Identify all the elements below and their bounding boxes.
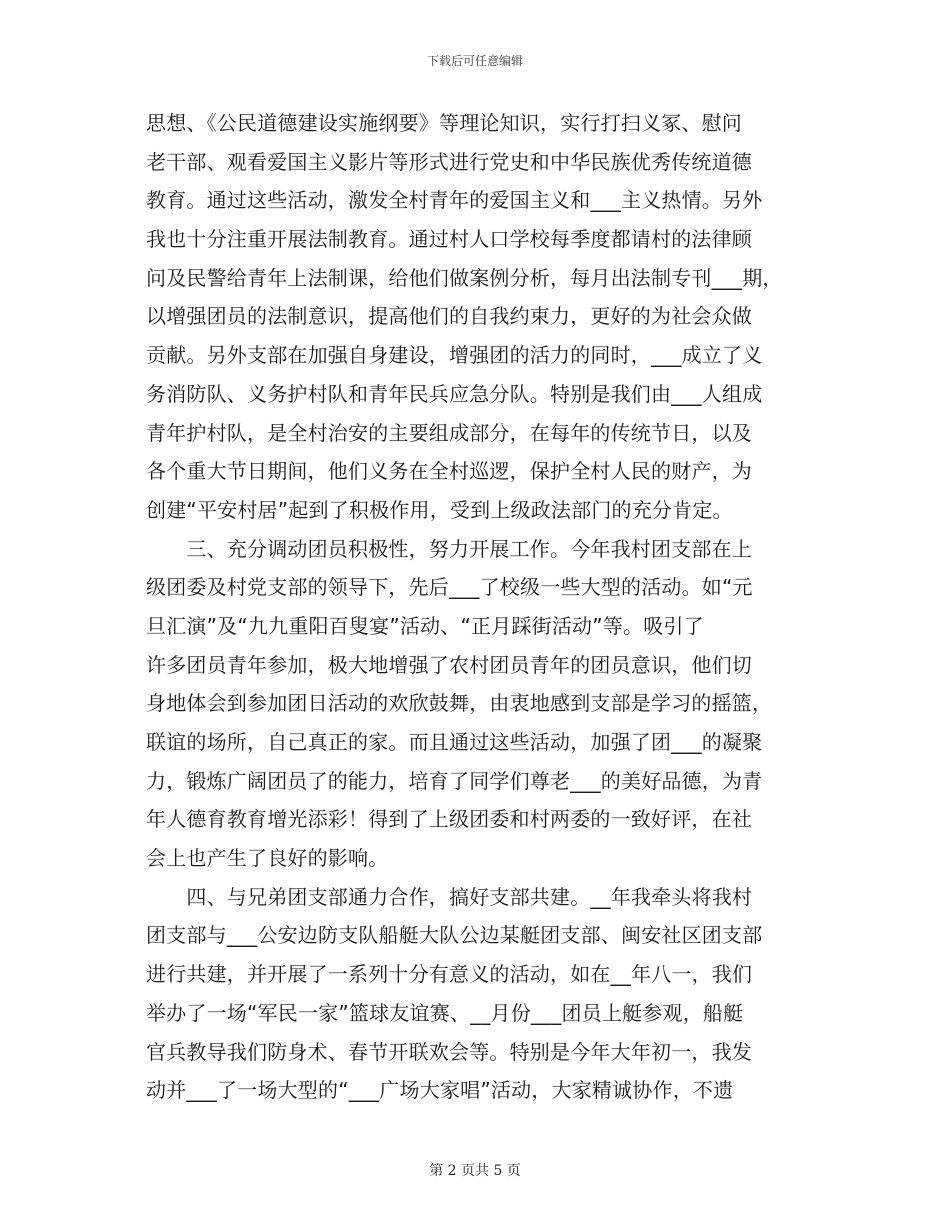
text-line: 官兵教导我们防身术、春节开联欢会等。特别是今年大年初一，我发 xyxy=(146,1039,752,1064)
text-line: 问及民警给青年上法制课，给他们做案例分析，每月出法制专刊___期， xyxy=(146,265,783,290)
text-line: 创建“平安村居”起到了积极作用，受到上级政法部门的充分肯定。 xyxy=(146,497,733,522)
text-line: 旦汇演”及“九九重阳百叟宴”活动、“正月踩街活动”等。吸引了 xyxy=(146,613,704,638)
text-line: 身地体会到参加团日活动的欢欣鼓舞，由衷地感到支部是学习的摇篮， xyxy=(146,691,773,716)
text-line: 团支部与___公安边防支队船艇大队公边某艇团支部、闽安社区团支部 xyxy=(146,923,763,948)
text-line: 许多团员青年参加，极大地增强了农村团员青年的团员意识，他们切 xyxy=(146,652,752,677)
text-line: 三、充分调动团员积极性，努力开展工作。今年我村团支部在上 xyxy=(146,536,752,561)
text-line: 贡献。另外支部在加强自身建设，增强团的活力的同时，___成立了义 xyxy=(146,343,763,368)
text-line: 进行共建，并开展了一系列十分有意义的活动，如在__年八一，我们 xyxy=(146,962,753,987)
text-line: 青年护村队，是全村治安的主要组成部分，在每年的传统节日，以及 xyxy=(146,420,752,445)
text-line: 务消防队、义务护村队和青年民兵应急分队。特别是我们由___人组成 xyxy=(146,381,763,406)
text-line: 我也十分注重开展法制教育。通过村人口学校每季度都请村的法律顾 xyxy=(146,227,752,252)
page-header: 下载后可任意编辑 xyxy=(426,54,523,68)
text-line: 思想、《公民道德建设实施纲要》等理论知识，实行打扫义冢、慰问 xyxy=(146,111,742,135)
text-line: 老干部、观看爱国主义影片等形式进行党史和中华民族优秀传统道德 xyxy=(146,149,752,174)
text-line: 年人德育教育增光添彩！得到了上级团委和村两委的一致好评，在社 xyxy=(146,807,752,832)
text-line: 四、与兄弟团支部通力合作，搞好支部共建。__年我牵头将我村 xyxy=(146,884,753,909)
text-line: 教育。通过这些活动，激发全村青年的爱国主义和___主义热情。另外 xyxy=(146,188,763,213)
document-body xyxy=(146,104,806,1110)
text-line: 会上也产生了良好的影响。 xyxy=(146,846,389,871)
text-line: 级团委及村党支部的领导下，先后___了校级一些大型的活动。如“元 xyxy=(146,575,753,600)
text-line: 动并___了一场大型的“___广场大家唱”活动，大家精诚协作，不遗 xyxy=(146,1078,734,1103)
text-line: 力，锻炼广阔团员了的能力，培育了同学们尊老___的美好品德，为青 xyxy=(146,768,763,793)
text-line: 各个重大节日期间，他们义务在全村巡逻，保护全村人民的财产，为 xyxy=(146,459,752,484)
page-footer: 第 2 页共 5 页 xyxy=(429,1163,521,1179)
text-line: 联谊的场所，自己真正的家。而且通过这些活动，加强了团___的凝聚 xyxy=(146,730,763,754)
text-line: 举办了一场“军民一家”篮球友谊赛、__月份___团员上艇参观，船艇 xyxy=(146,1000,744,1025)
text-line: 以增强团员的法制意识，提高他们的自我约束力，更好的为社会众做 xyxy=(146,304,752,329)
